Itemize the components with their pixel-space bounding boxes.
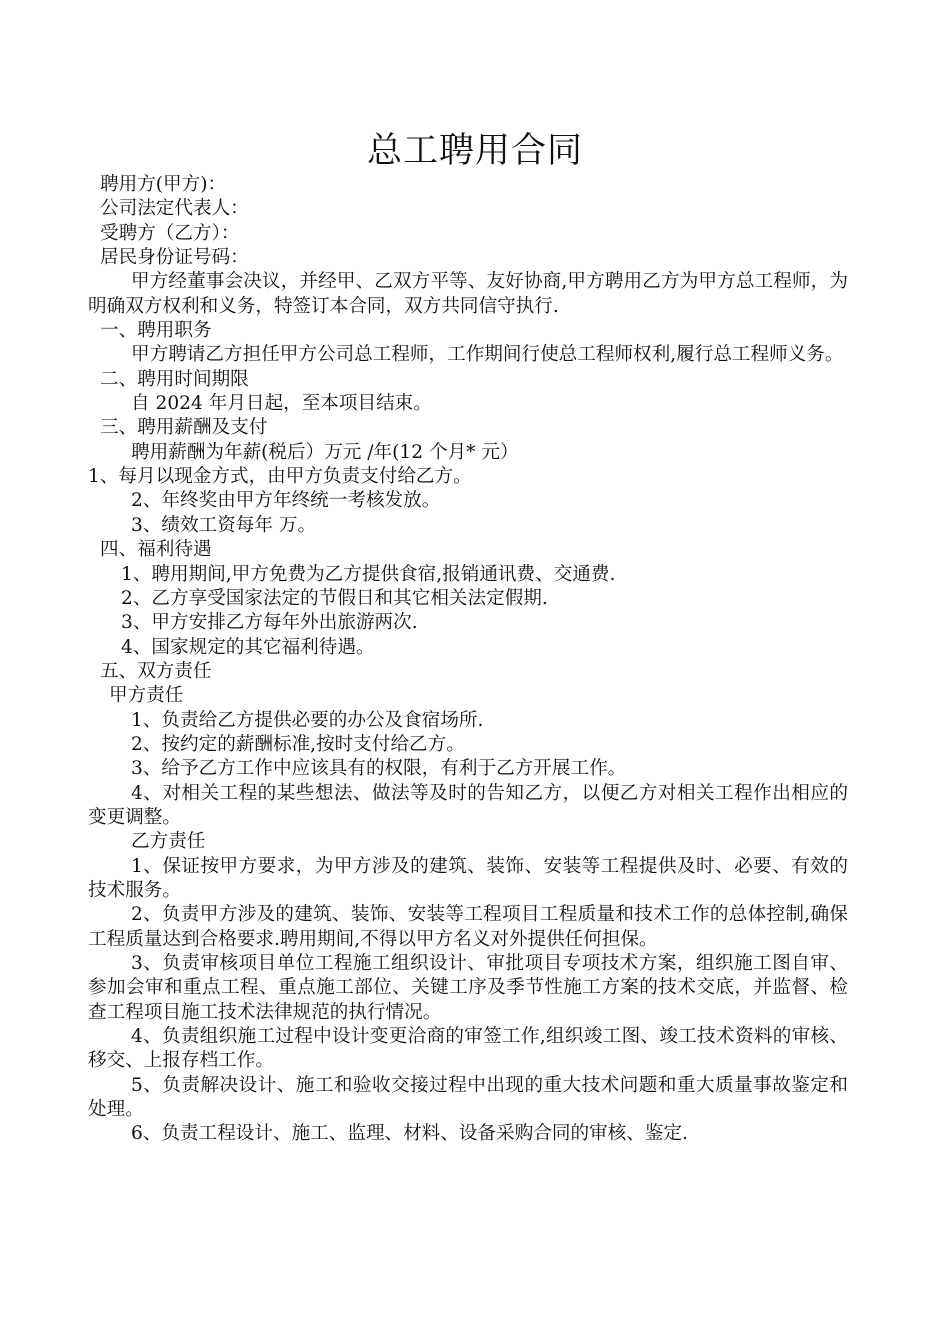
party-b-item: 2、负责甲方涉及的建筑、装饰、安装等工程项目工程质量和技术工作的总体控制,确保工程质量达到合格要求.聘用期间,不得以甲方名义对外提供任何担保。 bbox=[88, 904, 848, 950]
party-b-item: 5、负责解决设计、施工和验收交接过程中出现的重大技术问题和重大质量事故鉴定和处理。 bbox=[88, 1074, 848, 1121]
party-b-item: 4、负责组织施工过程中设计变更洽商的审签工作,组织竣工图、竣工技术资料的审核、移交、上报存档工作。 bbox=[88, 1026, 848, 1072]
salary-item: 2、年终奖由甲方年终统一考核发放。 bbox=[131, 490, 441, 512]
section-text-salary: 聘用薪酬为年薪(税后）万元 /年(12 个月* 元） bbox=[131, 441, 519, 463]
section-heading-salary: 三、聘用薪酬及支付 bbox=[100, 417, 268, 439]
benefit-item: 2、乙方享受国家法定的节假日和其它相关法定假期. bbox=[121, 587, 548, 609]
party-a-heading: 甲方责任 bbox=[109, 685, 184, 707]
preamble-paragraph: 甲方经董事会决议，并经甲、乙双方平等、友好协商,甲方聘用乙方为甲方总工程师，为明确双方权利和义务，特签订本合同，双方共同信守执行. bbox=[88, 271, 848, 317]
section-heading-term: 二、聘用时间期限 bbox=[100, 368, 249, 390]
party-a-item: 4、对相关工程的某些想法、做法等及时的告知乙方，以便乙方对相关工程作出相应的变更调整。 bbox=[88, 782, 848, 828]
id-number-field: 居民身份证号码： bbox=[100, 247, 249, 269]
benefit-item: 4、国家规定的其它福利待遇。 bbox=[121, 636, 375, 658]
document-title: 总工聘用合同 bbox=[366, 131, 583, 171]
section-heading-responsibilities: 五、双方责任 bbox=[100, 660, 212, 682]
section-text-term: 自 2024 年月日起，至本项目结束。 bbox=[131, 393, 432, 415]
legal-rep-field: 公司法定代表人： bbox=[100, 198, 249, 220]
employee-field: 受聘方（乙方）： bbox=[100, 222, 240, 244]
party-a-item: 1、负责给乙方提供必要的办公及食宿场所. bbox=[131, 709, 484, 731]
benefit-item: 1、聘用期间,甲方免费为乙方提供食宿,报销通讯费、交通费. bbox=[121, 563, 616, 585]
employer-field: 聘用方(甲方)： bbox=[100, 174, 227, 195]
party-a-item: 3、给予乙方工作中应该具有的权限，有利于乙方开展工作。 bbox=[131, 758, 627, 780]
party-b-item: 3、负责审核项目单位工程施工组织设计、审批项目专项技术方案，组织施工图自审、参加会审和重点工程、重点施工部位、关键工序及季节性施工方案的技术交底，并监督、检查工程项目施工技术法律规范的执行情况。 bbox=[88, 953, 848, 1023]
party-b-heading: 乙方责任 bbox=[131, 831, 206, 853]
party-b-item: 6、负责工程设计、施工、监理、材料、设备采购合同的审核、鉴定. bbox=[131, 1123, 688, 1145]
benefit-item: 3、甲方安排乙方每年外出旅游两次. bbox=[121, 612, 418, 634]
party-a-item: 2、按约定的薪酬标准,按时支付给乙方。 bbox=[131, 733, 465, 755]
section-heading-benefits: 四、福利待遇 bbox=[100, 539, 212, 561]
salary-item: 1、每月以现金方式，由甲方负责支付给乙方。 bbox=[88, 466, 472, 488]
party-b-item: 1、保证按甲方要求，为甲方涉及的建筑、装饰、安装等工程提供及时、必要、有效的技术服务。 bbox=[88, 855, 848, 901]
salary-item: 3、绩效工资每年 万。 bbox=[131, 514, 317, 536]
document-body bbox=[88, 173, 848, 1147]
section-heading-position: 一、聘用职务 bbox=[100, 320, 212, 342]
section-text-position: 甲方聘请乙方担任甲方公司总工程师，工作期间行使总工程师权利,履行总工程师义务。 bbox=[131, 344, 844, 366]
